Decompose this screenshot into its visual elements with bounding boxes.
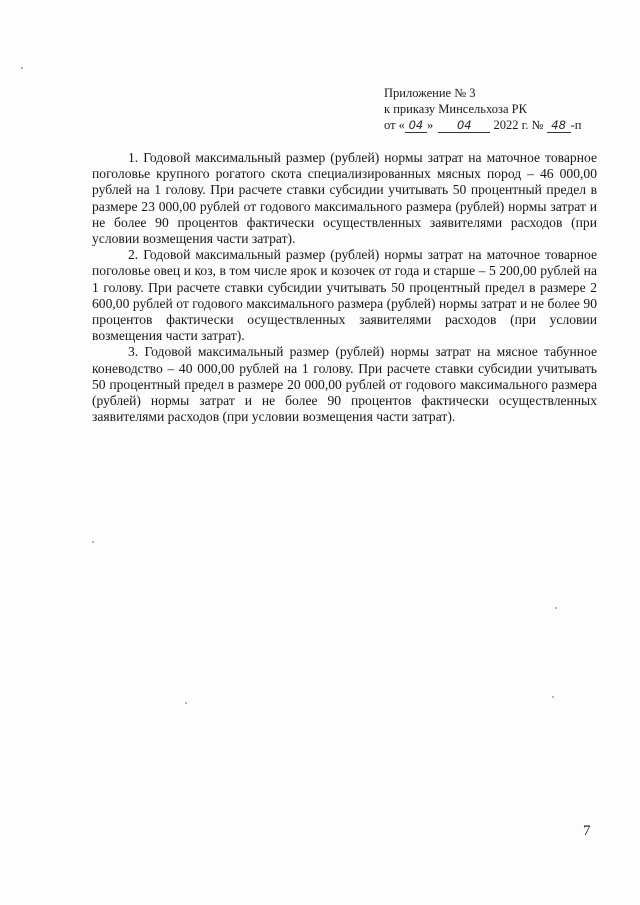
order-suffix: -п [570,118,582,132]
date-quote-close: » [426,118,434,132]
handwritten-order-number: 48 [547,119,571,133]
scan-speck [92,541,94,543]
scan-speck [185,702,187,704]
paragraph-3: 3. Годовой максимальный размер (рублей) нормы затрат на мясное табунное коневодство – 40 000,00 рублей на 1 голову. При расчете ставки субсидии учитывать 50 процентный предел в размере 20 000,00 рублей от годового максимального размера (рублей) нормы затрат и не более 90 процентов фактически осуществленных заявителями расходов (при условии возмещения части затрат). [92,344,597,425]
scan-speck [552,696,554,698]
handwritten-day: 04 [405,119,427,133]
paragraph-1: 1. Годовой максимальный размер (рублей) нормы затрат на маточное товарное поголовье крупного рогатого скота специализированных мясных пород – 46 000,00 рублей на 1 голову. При расчете ставки субсидии учитывать 50 процентный предел в размере 23 000,00 рублей от годового максимального размера (рублей) нормы затрат и не более 90 процентов фактически осуществленных заявителями расходов (при условии возмещения части затрат). [92,150,597,247]
appendix-title: Приложение № 3 [384,86,476,100]
order-date-number [384,117,604,133]
date-prefix: от « [384,118,405,132]
paragraph-2: 2. Годовой максимальный размер (рублей) нормы затрат на маточное товарное поголовье овец и коз, в том числе ярок и козочек от года и старше – 5 200,00 рублей на 1 голову. При расчете ставки субсидии учитывать 50 процентный предел в размере 2 600,00 рублей от годового максимального размера (рублей) нормы затрат и не более 90 процентов фактически осуществленных заявителями расходов (при условии возмещения части затрат). [92,247,597,344]
scan-speck [555,607,557,609]
year-and-number-label: 2022 г. № [493,118,544,132]
appendix-header [384,85,604,133]
scan-speck [21,67,23,69]
order-reference: к приказу Минсельхоза РК [384,102,527,116]
document-body [92,150,597,425]
handwritten-month: 04 [438,119,490,133]
page-number: 7 [583,823,591,839]
